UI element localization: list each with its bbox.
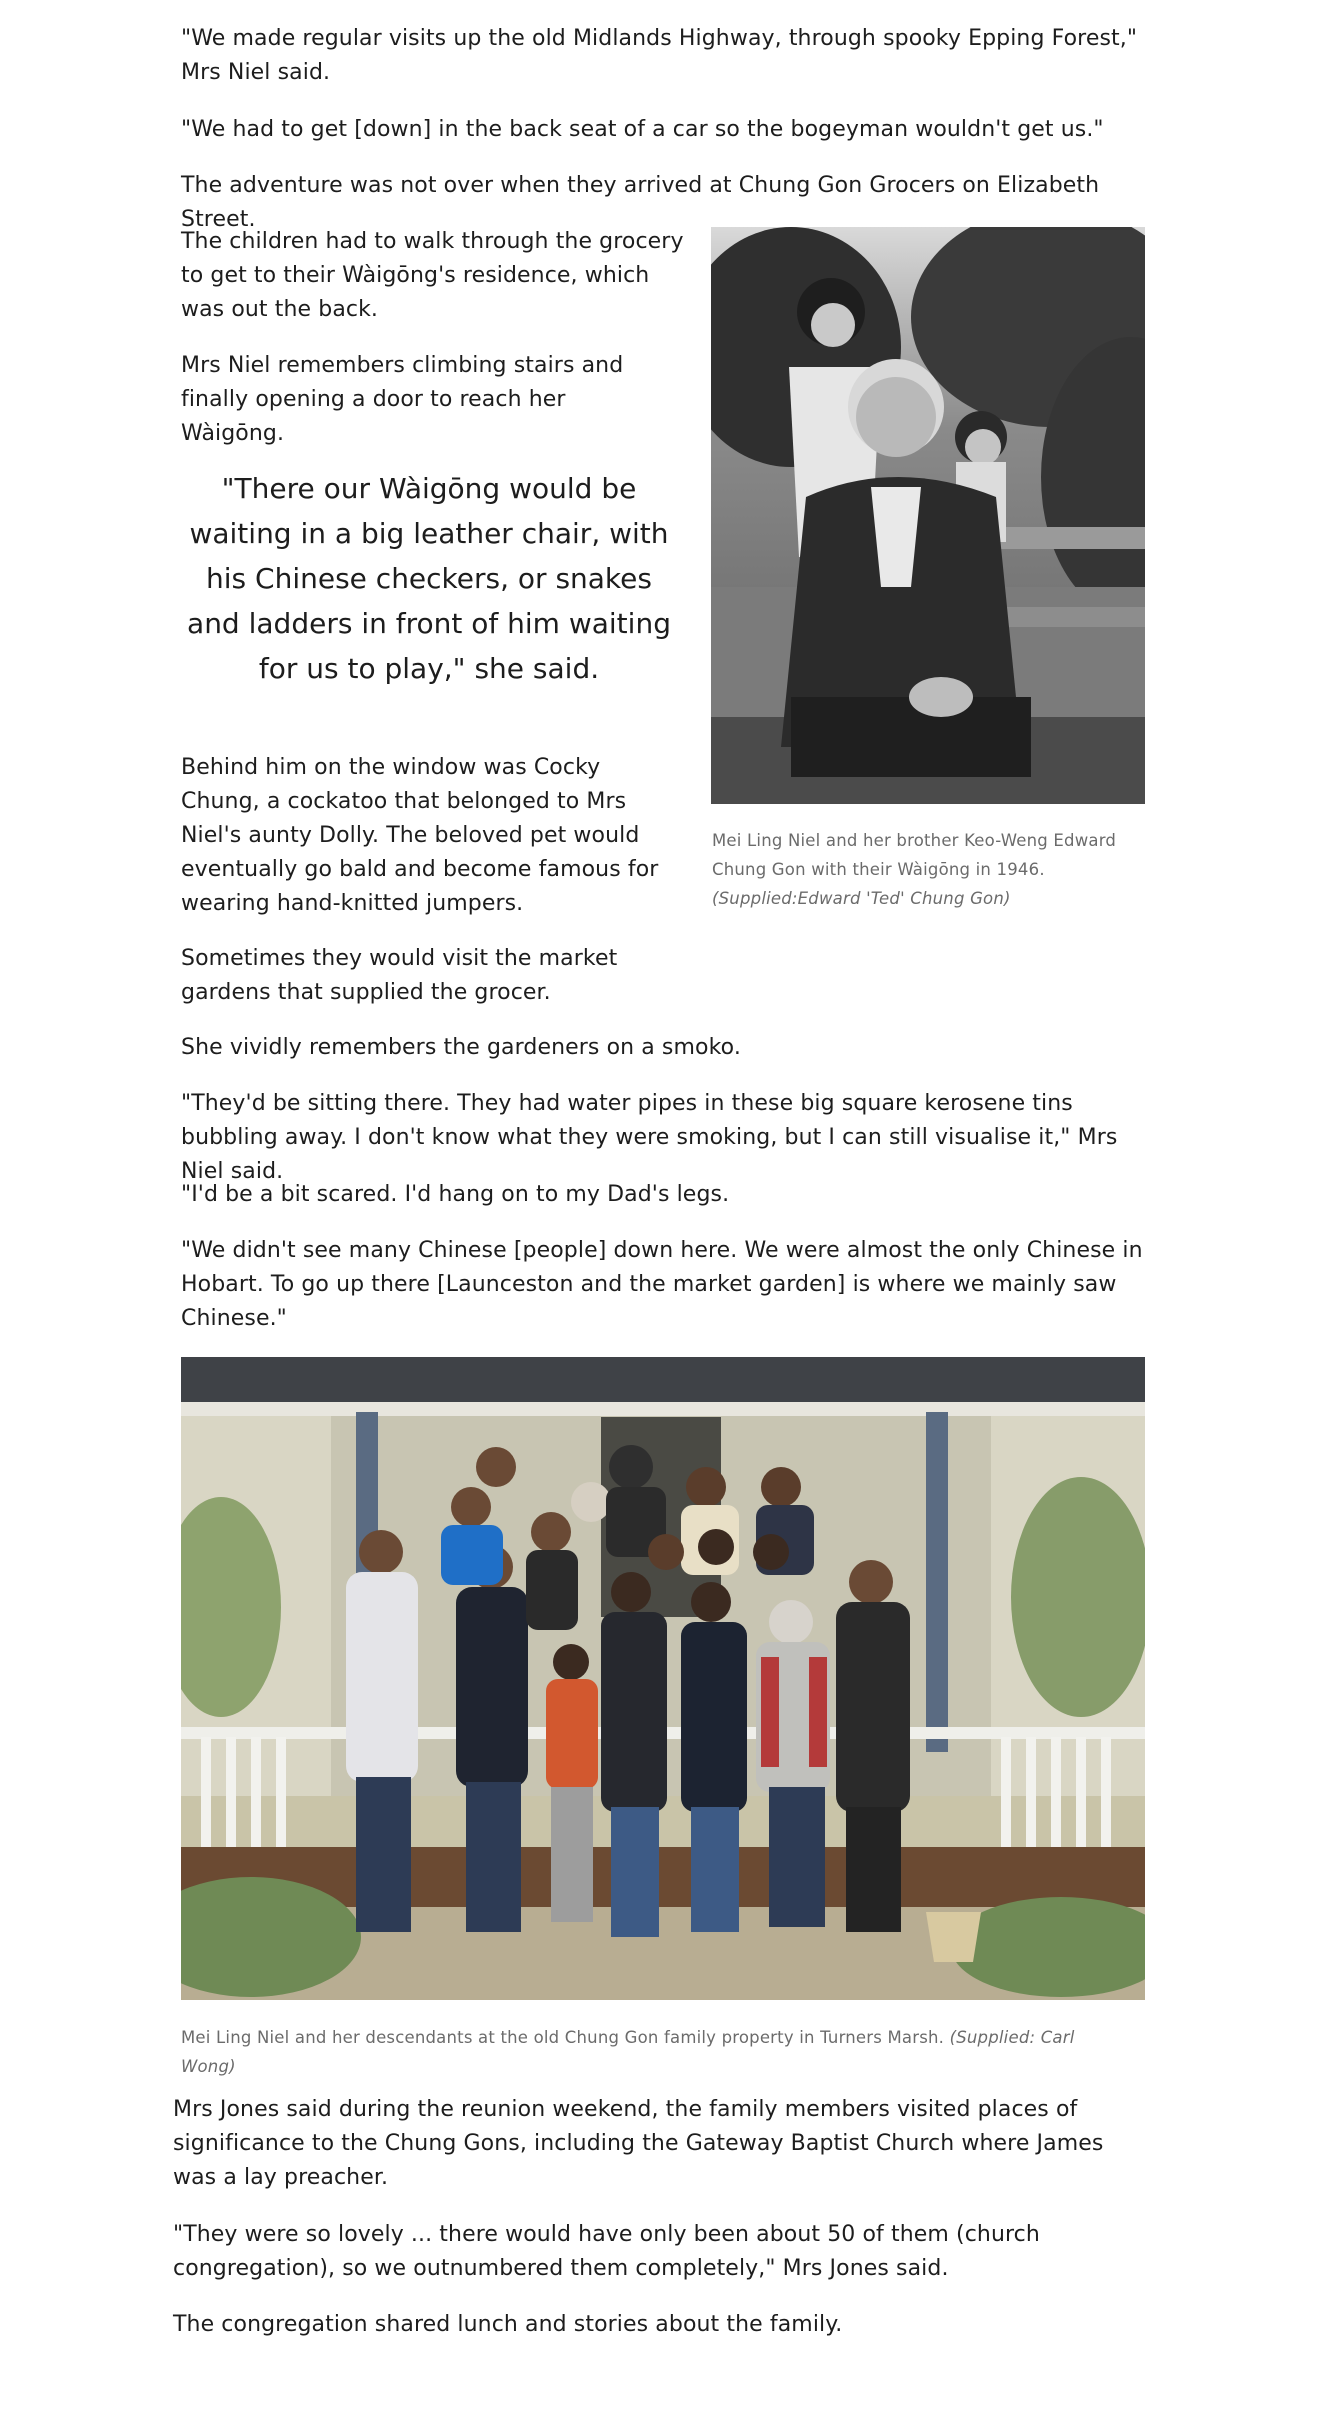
caption-text: Mei Ling Niel and her brother Keo-Weng Edward Chung Gon with their Wàigōng in 1946.: [712, 831, 1117, 879]
paragraph: "They'd be sitting there. They had water pipes in these big square kerosene tins bubbling away. I don't know what they were smoking, but I can still visualise it," Mrs Niel said.: [181, 1091, 1118, 1184]
caption-credit: (Supplied: Carl Wong): [181, 2028, 1075, 2076]
photo-caption: [181, 2023, 1121, 2081]
family-group-photo: [181, 1357, 1145, 2000]
paragraph: Sometimes they would visit the market gardens that supplied the grocer.: [181, 946, 618, 1005]
paragraph: "They were so lovely ... there would have only been about 50 of them (church congregation), so we outnumbered them completely," Mrs Jones said.: [173, 2222, 1040, 2281]
pull-quote: "There our Wàigōng would be waiting in a big leather chair, with his Chinese checkers, or snakes and ladders in front of him waiting for us to play," she said.: [187, 472, 671, 685]
paragraph: She vividly remembers the gardeners on a smoko.: [181, 1035, 741, 1060]
paragraph: "I'd be a bit scared. I'd hang on to my Dad's legs.: [181, 1182, 730, 1207]
paragraph: Mrs Jones said during the reunion weekend, the family members visited places of significance to the Chung Gons, including the Gateway Baptist Church where James was a lay preacher.: [173, 2097, 1104, 2190]
photo-caption: [712, 826, 1132, 913]
paragraph: Behind him on the window was Cocky Chung, a cockatoo that belonged to Mrs Niel's aunty Dolly. The beloved pet would eventually go bald and become famous for wearing hand-knitted jumpers.: [181, 755, 659, 916]
caption-credit: (Supplied:Edward 'Ted' Chung Gon): [712, 889, 1011, 908]
paragraph: "We made regular visits up the old Midlands Highway, through spooky Epping Forest," Mrs Niel said.: [181, 26, 1138, 85]
paragraph: Mrs Niel remembers climbing stairs and finally opening a door to reach her Wàigōng.: [181, 353, 624, 446]
paragraph: The congregation shared lunch and stories about the family.: [173, 2312, 843, 2337]
paragraph: "We had to get [down] in the back seat of a car so the bogeyman wouldn't get us.": [181, 117, 1104, 142]
paragraph: "We didn't see many Chinese [people] down here. We were almost the only Chinese in Hobart. To go up there [Launceston and the market garden] is where we mainly saw Chinese.": [181, 1238, 1143, 1331]
vintage-family-photo: [711, 227, 1145, 804]
caption-text: Mei Ling Niel and her descendants at the old Chung Gon family property in Turners Marsh.: [181, 2028, 945, 2047]
paragraph: The children had to walk through the grocery to get to their Wàigōng's residence, which was out the back.: [181, 229, 684, 322]
paragraph: The adventure was not over when they arrived at Chung Gon Grocers on Elizabeth Street.: [181, 173, 1100, 232]
